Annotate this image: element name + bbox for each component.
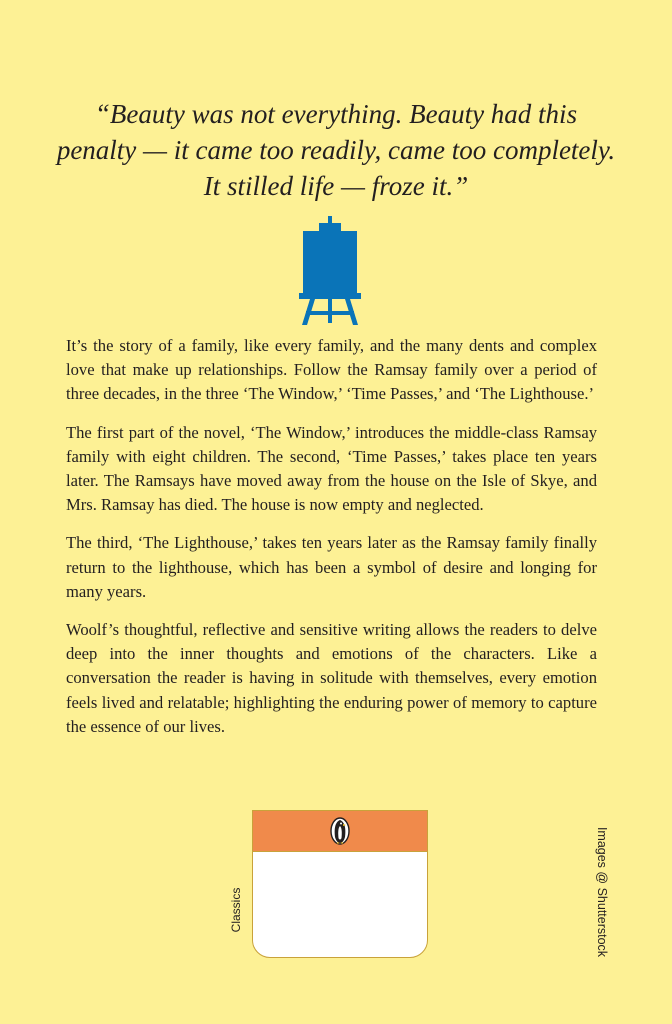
publisher-badge	[252, 810, 428, 958]
easel-icon	[298, 214, 362, 326]
quote-line: It stilled life — froze it.”	[203, 171, 469, 201]
blurb-paragraph: The first part of the novel, ‘The Window,’ introduces the middle-class Ramsay family with eight children. The second, ‘Time Passes,’ takes place ten years later. The Ramsays have moved away from the house on the Isle of Skye, and Mrs. Ramsay has died. The house is now empty and neglected.	[66, 422, 597, 515]
blurb	[66, 334, 597, 753]
blurb-paragraph: Woolf’s thoughtful, reflective and sensitive writing allows the readers to delve deep into the inner thoughts and emotions of the characters. Like a conversation the reader is having in solitude with themselves, every emotion feels lived and relatable; highlighting the enduring power of memory to capture the essence of our lives.	[66, 620, 597, 736]
pull-quote	[40, 96, 632, 204]
penguin-logo-icon	[330, 817, 350, 845]
quote-line: penalty — it came too readily, came too completely.	[56, 135, 616, 165]
badge-band	[253, 811, 427, 852]
image-credit: Images @ Shutterstock	[595, 826, 609, 958]
blurb-paragraph: It’s the story of a family, like every family, and the many dents and complex love that make up relationships. Follow the Ramsay family over a period of three decades, in the three ‘The Window,’ ‘Time Passes,’ and ‘The Lighthouse.’	[66, 336, 597, 404]
blurb-paragraph: The third, ‘The Lighthouse,’ takes ten years later as the Ramsay family finally return to the lighthouse, which has been a symbol of desire and longing for many years.	[66, 533, 597, 601]
series-label: Classics	[229, 887, 243, 933]
quote-line: “Beauty was not everything. Beauty had this	[94, 99, 578, 129]
